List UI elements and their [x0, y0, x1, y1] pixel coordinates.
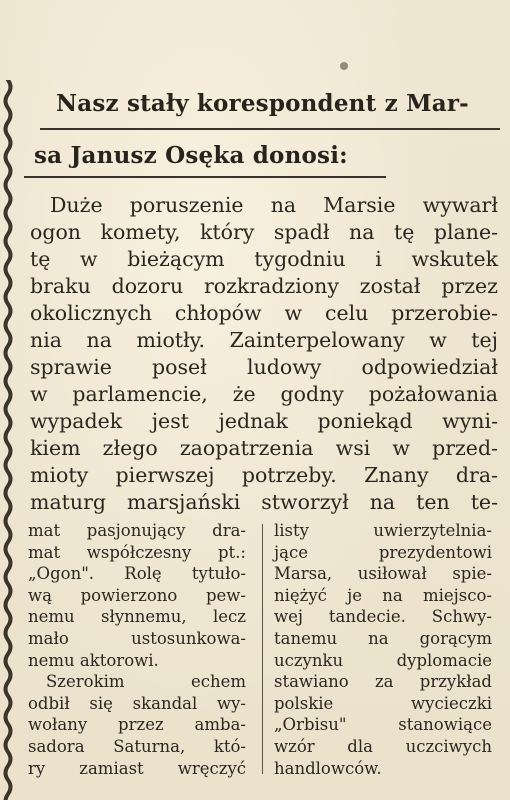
column-line: uczynku dyplomacie: [274, 650, 492, 670]
column-line: wzór dla uczciwych: [274, 736, 492, 756]
body-line: Duże poruszenie na Marsie wywarł: [50, 193, 498, 217]
column-line: stawiano za przykład: [274, 672, 492, 692]
body-line: kiem złego zaopatrzenia wsi w przed-: [30, 436, 498, 460]
body-line: nia na miotły. Zainterpelowany w tej: [30, 328, 498, 352]
body-line: maturg marsjański stworzył na ten te-: [30, 490, 498, 514]
column-line: jące prezydentowi: [274, 542, 492, 562]
article-column-right: [274, 520, 492, 779]
body-line: braku dozoru rozkradziony został przez: [30, 274, 498, 298]
column-line: wej tandecie. Schwy-: [274, 607, 492, 627]
column-line: listy uwierzytelnia-: [274, 521, 492, 540]
column-line: mało ustosunkowa-: [28, 628, 246, 648]
column-line: niężyć je na miejsco-: [274, 585, 492, 605]
headline-line-1: Nasz stały korespondent z Mar-: [56, 90, 469, 117]
article-column-left: [28, 520, 246, 779]
article-body-wide: [30, 192, 498, 516]
body-line: okolicznych chłopów w celu przerobie-: [30, 301, 498, 325]
body-line: w parlamencie, że godny pożałowania: [30, 382, 498, 406]
column-line: „Ogon". Rolę tytuło-: [28, 564, 246, 584]
column-line: polskie wycieczki: [274, 693, 492, 713]
column-line: nemu słynnemu, lecz: [28, 607, 246, 627]
column-line: Szerokim echem: [46, 672, 246, 692]
column-line: wołany przez amba-: [28, 715, 246, 735]
body-line: mioty pierwszej potrzeby. Znany dra-: [30, 463, 498, 487]
decorative-wavy-border: [0, 80, 16, 800]
column-line: Marsa, usiłował spie-: [274, 564, 492, 584]
body-line: sprawie poseł ludowy odpowiedział: [30, 355, 498, 379]
column-line: nemu aktorowi.: [28, 650, 159, 670]
column-divider: [262, 524, 263, 774]
column-line: „Orbisu" stanowiące: [274, 715, 492, 735]
column-line: odbił się skandal wy-: [28, 693, 246, 713]
column-line: handlowców.: [274, 758, 382, 778]
column-line: tanemu na gorącym: [274, 628, 492, 648]
column-line: wą powierzono pew-: [28, 585, 246, 605]
column-line: mat współczesny pt.:: [28, 542, 246, 562]
headline-underline-1: [40, 128, 500, 130]
column-line: mat pasjonujący dra-: [28, 521, 246, 540]
body-line: ogon komety, który spadł na tę plane-: [30, 220, 498, 244]
column-line: ry zamiast wręczyć: [28, 758, 246, 778]
headline-underline-2: [24, 176, 386, 178]
column-line: sadora Saturna, któ-: [28, 736, 246, 756]
ink-speck: [340, 62, 348, 70]
headline-line-2: sa Janusz Osęka donosi:: [34, 142, 348, 169]
body-line: wypadek jest jednak poniekąd wyni-: [30, 409, 498, 433]
body-line: tę w bieżącym tygodniu i wskutek: [30, 247, 498, 271]
